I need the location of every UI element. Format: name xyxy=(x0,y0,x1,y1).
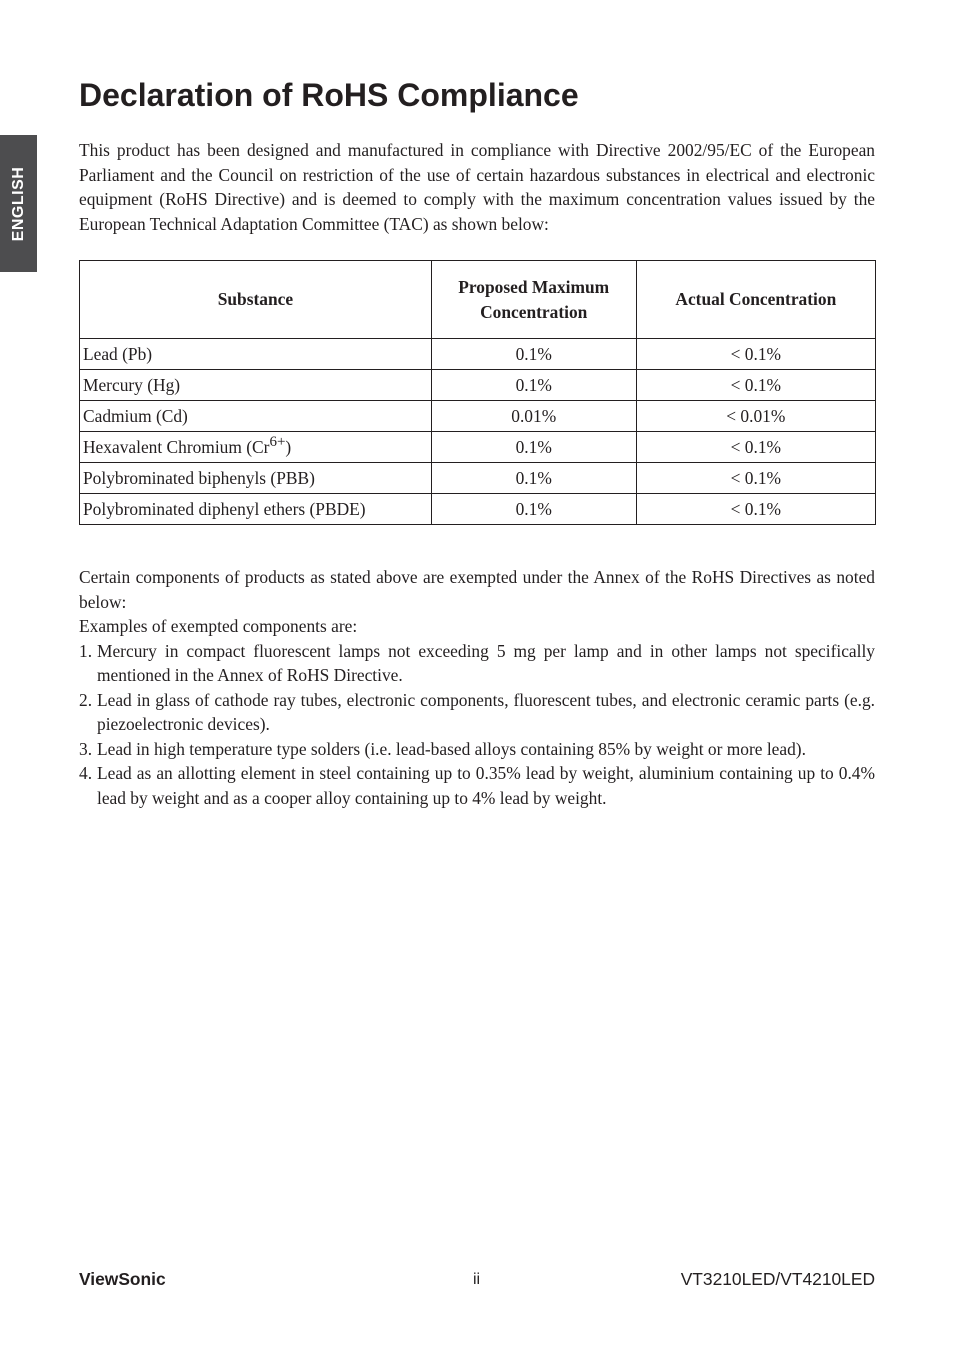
table-row xyxy=(80,339,876,370)
list-item-text: Mercury in compact fluorescent lamps not exceeding 5 mg per lamp and in other lamps not specifically mentioned in the Annex of RoHS Directive. xyxy=(97,640,875,685)
substance-cell: Lead (Pb) xyxy=(80,339,432,370)
page-number: ii xyxy=(473,1271,481,1288)
table-row xyxy=(80,370,876,401)
substance-cell: Polybrominated diphenyl ethers (PBDE) xyxy=(80,494,432,525)
substance-cell xyxy=(80,432,432,463)
examples-heading: Examples of exempted components are: xyxy=(79,616,358,636)
list-item-text: Lead in high temperature type solders (i.e. lead-based alloys containing 85% by weight or more lead). xyxy=(97,738,806,759)
actual-cell: < 0.01% xyxy=(636,401,875,432)
language-tab xyxy=(0,135,37,272)
substance-superscript: 6+ xyxy=(269,434,286,451)
proposed-cell: 0.01% xyxy=(431,401,636,432)
substance-cell: Mercury (Hg) xyxy=(80,370,432,401)
list-item-number: 4. xyxy=(79,763,93,783)
list-item xyxy=(79,688,875,737)
list-item-text: Lead in glass of cathode ray tubes, electronic components, fluorescent tubes, and electronic ceramic parts (e.g. piezoelectronic devices). xyxy=(97,689,875,734)
table-row xyxy=(80,494,876,525)
header-proposed-max-label: Proposed Maximum Concentration xyxy=(458,276,610,322)
substance-cell: Cadmium (Cd) xyxy=(80,401,432,432)
actual-cell: < 0.1% xyxy=(636,463,875,494)
list-item xyxy=(79,639,875,688)
list-item-number: 1. xyxy=(79,640,93,661)
page-footer xyxy=(79,1269,875,1293)
table-header-row xyxy=(80,261,876,339)
substance-cell: Polybrominated biphenyls (PBB) xyxy=(80,463,432,494)
table-row xyxy=(80,463,876,494)
intro-paragraph: This product has been designed and manufactured in compliance with Directive 2002/95/EC of the European Parliament and the Council on restriction of the use of certain hazardous substances in electrical and electronic equipment (RoHS Directive) and is deemed to comply with the maximum concentration values issued by the European Technical Adaptation Committee (TAC) as shown below: xyxy=(79,140,875,234)
header-actual: Actual Concentration xyxy=(636,261,875,339)
header-substance: Substance xyxy=(80,261,432,339)
proposed-cell: 0.1% xyxy=(431,370,636,401)
actual-cell: < 0.1% xyxy=(636,339,875,370)
language-tab-label: ENGLISH xyxy=(9,166,27,241)
footer-model: VT3210LED/VT4210LED xyxy=(680,1269,875,1289)
exemptions-paragraph: Certain components of products as stated above are exempted under the Annex of the RoHS Directives as noted below: xyxy=(79,567,875,612)
proposed-cell: 0.1% xyxy=(431,463,636,494)
list-item-number: 2. xyxy=(79,689,93,710)
proposed-cell: 0.1% xyxy=(431,494,636,525)
exemptions-section xyxy=(79,565,875,810)
header-proposed-max xyxy=(431,261,636,339)
proposed-cell: 0.1% xyxy=(431,432,636,463)
actual-cell: < 0.1% xyxy=(636,370,875,401)
list-item xyxy=(79,737,875,762)
table-row xyxy=(80,401,876,432)
list-item-text: Lead as an allotting element in steel containing up to 0.35% lead by weight, aluminium containing up to 0.4% lead by weight and as a cooper alloy containing up to 4% lead by weight. xyxy=(97,763,875,808)
table-row xyxy=(80,432,876,463)
rohs-table xyxy=(79,260,876,525)
list-item xyxy=(79,761,875,810)
proposed-cell: 0.1% xyxy=(431,339,636,370)
exemptions-list xyxy=(79,639,875,811)
substance-text-tail: ) xyxy=(285,437,292,457)
actual-cell: < 0.1% xyxy=(636,494,875,525)
substance-text: Hexavalent Chromium (Cr xyxy=(83,437,270,457)
actual-cell: < 0.1% xyxy=(636,432,875,463)
page-title: Declaration of RoHS Compliance xyxy=(79,77,579,113)
list-item-number: 3. xyxy=(79,738,93,759)
footer-brand: ViewSonic xyxy=(79,1269,166,1289)
